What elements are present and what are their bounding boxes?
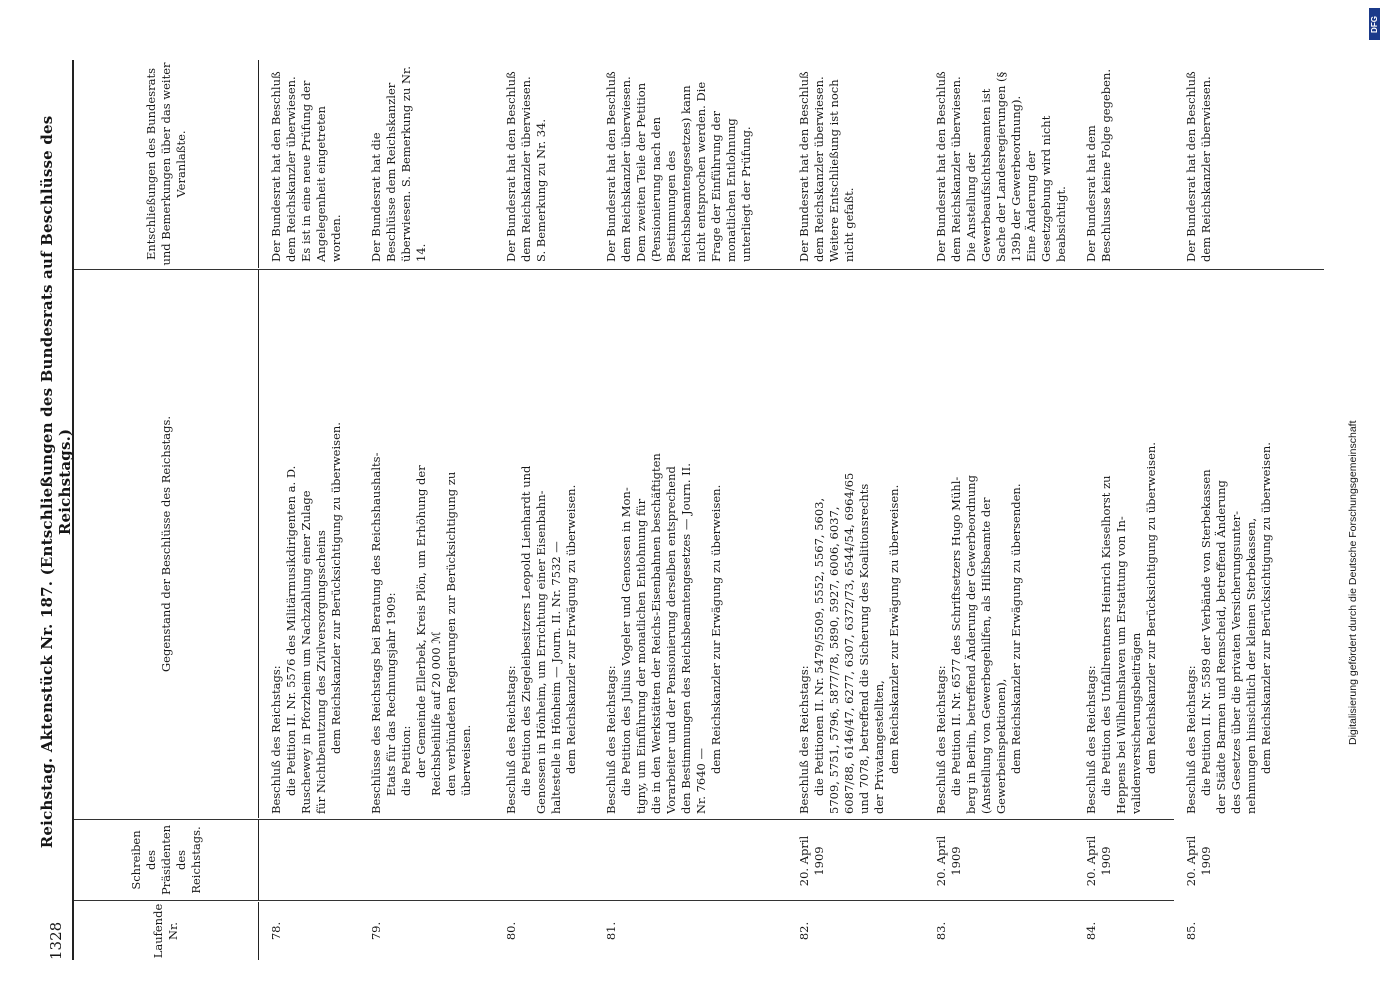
row-number: 81. (604, 921, 618, 941)
column-divider (74, 269, 1324, 270)
row-date: 20. April 1909 (934, 835, 963, 887)
row-number: 84. (1084, 921, 1098, 941)
subject-line: validenversicherungsbeiträgen (1129, 632, 1143, 814)
column-header-remarks (74, 60, 259, 268)
row-subject (504, 273, 579, 818)
row-remarks: Der Bundesrat hat den Beschluß dem Reichskanzler überwiesen. (1184, 71, 1213, 262)
row-number: 83. (934, 921, 948, 941)
subject-line: Vorarbeiter und der Pensionierung derselben entsprechend (664, 466, 678, 814)
column-header-remarks-label: Entschließungen des Bundesrats und Bemerkungen über das weiter Veranlaßte. (143, 62, 188, 266)
subject-line: dem Reichskanzler zur Erwägung zu überweisen. (564, 484, 578, 774)
column-header-date (74, 820, 259, 900)
subject-line: dem Reichskanzler zur Erwägung zu übersenden. (1009, 483, 1023, 774)
row-subject (797, 273, 902, 818)
subject-line: die Petition des Unfallrentners Heinrich Kieselhorst zu (1099, 475, 1113, 796)
column-header-subject (74, 270, 259, 818)
row-date: 20. April 1909 (1184, 835, 1213, 887)
subject-line: Etats für das Rechnungsjahr 1909: (384, 592, 398, 796)
page-number: 1328 (47, 921, 65, 960)
subject-line: die Petition II. Nr. 5576 des Militärmusikdirigenten a. D. (284, 465, 298, 796)
subject-line: des Gesetzes über die privaten Versicherungsunter- (1229, 510, 1243, 814)
subject-line: für Nichtbenutzung des Zivilversorgungsscheins (314, 530, 328, 814)
row-subject (604, 273, 724, 818)
subject-line: die Petition II. Nr. 6577 des Schriftsetzers Hugo Mühl- (949, 476, 963, 796)
row-number: 79. (369, 921, 383, 941)
subject-line: nehmungen hinsichtlich der kleinen Sterbekassen, (1244, 517, 1258, 814)
subject-line: Beschluß des Reichstags: (934, 665, 948, 814)
subject-line: dem Reichskanzler zur Erwägung zu überweisen. (709, 484, 723, 774)
subject-line: Gewerbeinspektionen), (994, 678, 1008, 814)
row-number: 80. (504, 921, 518, 941)
subject-line: überweisen. (459, 724, 473, 796)
row-remarks: Der Bundesrat hat den Beschluß dem Reichskanzler überwiesen. Die Anstellung der Gewerbeaufsichtsbeamten ist Sache der Landesregierungen (§ 139b der Gewerbeordnung). Eine Änderung der Gesetzgebung wird nicht beabsichtigt. (934, 71, 1068, 262)
subject-line: Genossen in Hönheim, um Errichtung einer Eisenbahn- (534, 490, 548, 814)
subject-line: dem Reichskanzler zur Berücksichtigung zu überweisen. (1259, 442, 1273, 774)
subject-line: dem Reichskanzler zur Berücksichtigung zu überweisen. (329, 422, 343, 754)
column-divider (74, 900, 1174, 901)
row-remarks: Der Bundesrat hat den Beschluß dem Reichskanzler überwiesen. Dem zweiten Teile der Petition (Pensionierung nach den Bestimmungen des Reichsbeamtengesetzes) kann nicht entsprochen werden. Die Frage der Einführung der monatlichen Entlohnung unterliegt der Prüfung. (604, 71, 753, 262)
row-remarks: Der Bundesrat hat den Beschluß dem Reichskanzler überwiesen. Weitere Entschließung ist noch nicht gefaßt. (797, 71, 856, 262)
subject-line: Beschluß des Reichstags: (604, 665, 618, 814)
subject-line: dem Reichskanzler zur Erwägung zu überweisen. (887, 484, 901, 774)
subject-line: 6087/88, 6146/47, 6277, 6307, 6372/73, 6544/54, 6964/65 (842, 472, 856, 814)
subject-line: die Petition des Julius Vogeler und Genossen in Mon- (619, 487, 633, 796)
subject-line: den Bestimmungen des Reichsbeamtengesetzes — Journ. II. (679, 463, 693, 814)
row-subject (1084, 273, 1159, 818)
subject-line: Beschluß des Reichstags: (269, 665, 283, 814)
subject-line: die Petition: (399, 725, 413, 796)
subject-line: Beschluß des Reichstags: (504, 665, 518, 814)
subject-line: Reichsbeihilfe auf 20 000 ℳ (429, 631, 443, 796)
subject-line: die Petition des Ziegeleibesitzers Leopold Lienhardt und (519, 465, 533, 796)
row-subject (934, 273, 1024, 818)
subject-line: Beschluß des Reichstags: (1184, 665, 1198, 814)
row-remarks: Der Bundesrat hat den Beschluß dem Reichskanzler überwiesen. Es ist in eine neue Prüfung der Angelegenheit eingetreten worden. (269, 71, 343, 262)
row-remarks: Der Bundesrat hat dem Beschlusse keine Folge gegeben. (1084, 68, 1113, 262)
column-header-nr (74, 902, 259, 960)
row-subject (1184, 273, 1274, 818)
subject-line: 5709, 5751, 5796, 5877/78, 5890, 5927, 6006, 6037, (827, 506, 841, 814)
subject-line: den verbündeten Regierungen zur Berücksichtigung zu (444, 471, 458, 796)
row-number: 85. (1184, 921, 1198, 941)
subject-line: der Privatangestellten, (872, 680, 886, 814)
column-divider (74, 819, 1174, 820)
dfg-logo (1369, 8, 1380, 40)
subject-line: Beschlüsse des Reichstags bei Beratung des Reichshaushalts- (369, 452, 383, 814)
subject-line: der Gemeinde Ellerbek, Kreis Plön, um Erhöhung der (414, 465, 428, 778)
subject-line: haltestelle in Hönheim — Journ. II. Nr. 7532 — (549, 541, 563, 814)
page-header (40, 60, 74, 960)
subject-line: (Anstellung von Gewerbegehilfen, als Hilfsbeamte der (979, 497, 993, 814)
subject-line: Heppens bei Wilhelmshaven um Erstattung von In- (1114, 516, 1128, 814)
row-remarks: Der Bundesrat hat den Beschluß dem Reichskanzler überwiesen. S. Bemerkung zu Nr. 34. (504, 71, 548, 262)
rotated-document-page (40, 60, 1330, 960)
row-date: 20. April 1909 (797, 835, 826, 887)
row-subject (269, 273, 344, 818)
column-header-nr-label: Laufende Nr. (151, 903, 180, 959)
subject-line: Beschluß des Reichstags: (797, 665, 811, 814)
subject-line: Ruschewey in Pforzheim um Nachzahlung einer Zulage (299, 490, 313, 814)
subject-line: der Städte Barmen und Remscheid, betreffend Änderung (1214, 480, 1228, 814)
subject-line: tigny, um Einführung der monatlichen Entlohnung für (634, 498, 648, 814)
page-title: Reichstag. Aktenstück Nr. 187. (Entschließungen des Bundesrats auf Beschlüsse des Reichstags.) (38, 115, 74, 849)
subject-line: und 7078, betreffend die Sicherung des Koalitionsrechts (857, 483, 871, 814)
subject-line: die Petition II. Nr. 5589 der Verbände von Sterbekassen (1199, 469, 1213, 796)
row-remarks: Der Bundesrat hat die Beschlüsse dem Reichskanzler überwiesen. S. Bemerkung zu Nr. 14. (369, 66, 428, 262)
column-header-date-label: Schreiben des Präsidenten des Reichstags. (128, 824, 203, 896)
digitization-note-text: Digitalisierung gefördert durch die Deutsche Forschungsgemeinschaft (1347, 420, 1359, 745)
column-header-subject-label: Gegenstand der Beschlüsse des Reichstags. (158, 415, 173, 673)
subject-line: die in den Werkstätten der Reichs-Eisenbahnen beschäftigten (649, 453, 663, 814)
subject-line: die Petitionen II. Nr. 5479/5509, 5552, 5567, 5603, (812, 497, 826, 796)
subject-line: Beschluß des Reichstags: (1084, 665, 1098, 814)
row-subject (369, 273, 474, 818)
row-number: 78. (269, 921, 283, 941)
subject-line: berg in Berlin, betreffend Änderung der Gewerbeordnung (964, 475, 978, 814)
dfg-logo-text: DFG (1370, 15, 1380, 33)
subject-line: dem Reichskanzler zur Berücksichtigung zu überweisen. (1144, 442, 1158, 774)
subject-line: Nr. 7640 — (694, 747, 708, 814)
row-number: 82. (797, 921, 811, 941)
row-date: 20. April 1909 (1084, 835, 1113, 887)
